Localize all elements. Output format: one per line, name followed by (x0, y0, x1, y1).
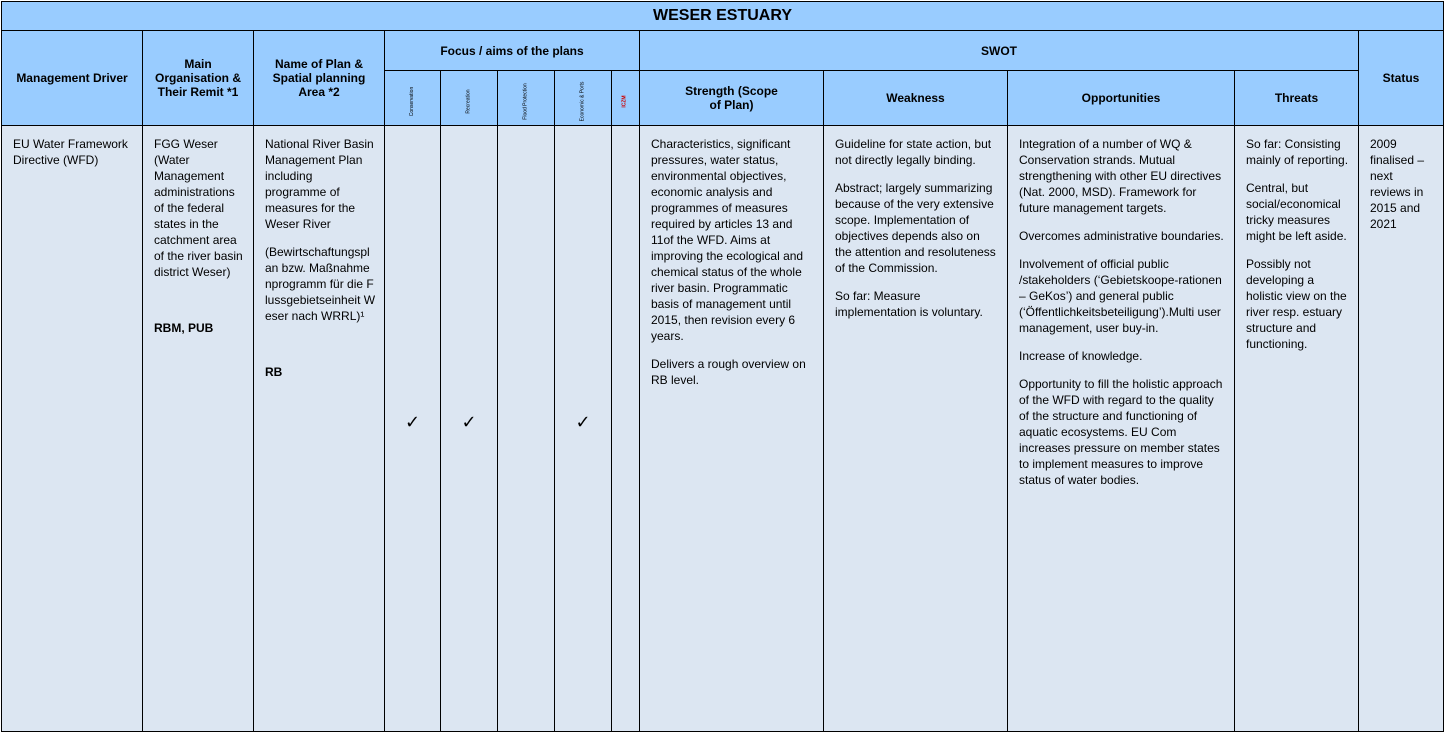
cell-strength (640, 126, 824, 732)
check-economic-ports: ✓ (555, 126, 612, 732)
opportunity-item: Integration of a number of WQ & Conservation strands. Mutual strengthening with other EU directives (Nat. 2000, MSD). Framework for future management targets. (1019, 137, 1222, 215)
weakness-item: Guideline for state action, but not directly legally binding. (835, 137, 992, 167)
opportunity-item: Overcomes administrative boundaries. (1019, 229, 1224, 243)
header-name-of-plan: Name of Plan & Spatial planning Area *2 (254, 31, 385, 126)
table-title: WESER ESTUARY (2, 2, 1444, 31)
plan-text: National River Basin Management Plan including programme of measures for the Weser River (265, 137, 374, 231)
header-focus-flood-protection: Flood Protection (498, 71, 555, 126)
threat-item: Possibly not developing a holistic view on the river resp. estuary structure and functioning. (1246, 257, 1347, 351)
header-status: Status (1359, 31, 1444, 126)
header-weakness: Weakness (824, 71, 1008, 126)
threat-item: Central, but social/economical tricky measures might be left aside. (1246, 181, 1347, 243)
check-flood-protection (498, 126, 555, 732)
weakness-item: So far: Measure implementation is voluntary. (835, 289, 983, 319)
header-strength: Strength (Scope of Plan) (640, 71, 824, 126)
strength-item: Characteristics, significant pressures, water status, environmental objectives, economic analysis and programmes of measures required by articles 13 and 11of the WFD. Aims at improving the ecological and chemical status of the whole river basin. Programmatic basis of management until 2015, then revision every 6 years. (651, 137, 804, 343)
header-opportunities: Opportunities (1008, 71, 1235, 126)
header-focus-conservation: Conservation (385, 71, 441, 126)
plan-tag: RB (265, 365, 283, 379)
header-focus-iczm: ICZM (612, 71, 640, 126)
header-main-organisation: Main Organisation & Their Remit *1 (143, 31, 254, 126)
driver-text: EU Water Framework Directive (WFD) (13, 137, 128, 167)
header-focus: Focus / aims of the plans (385, 31, 640, 71)
cell-driver (2, 126, 143, 732)
header-swot: SWOT (640, 31, 1359, 71)
check-conservation: ✓ (385, 126, 441, 732)
header-focus-economic-ports: Economic & Ports (555, 71, 612, 126)
cell-plan (254, 126, 385, 732)
opportunity-item: Opportunity to fill the holistic approach of the WFD with regard to the quality of the structure and functioning of aquatic ecosystems. EU Com increases pressure on member states to implement measures to improve status of water bodies. (1019, 377, 1223, 487)
header-focus-recreation: Recreation (441, 71, 498, 126)
threat-item: So far: Consisting mainly of reporting. (1246, 137, 1349, 167)
cell-threats (1235, 126, 1359, 732)
check-recreation: ✓ (441, 126, 498, 732)
status-text: 2009 finalised – next reviews in 2015 and 2021 (1370, 137, 1425, 231)
header-threats: Threats (1235, 71, 1359, 126)
cell-weakness (824, 126, 1008, 732)
organisation-tag: RBM, PUB (154, 321, 214, 335)
cell-status (1359, 126, 1444, 732)
plan-german: (Bewirtschaftungsplan bzw. Maßnahmenprogramm für die Flussgebietseinheit Weser nach WRRL)¹ (265, 245, 376, 323)
organisation-text: FGG Weser (Water Management administrations of the federal states in the catchment area of the river basin district Weser) (154, 137, 243, 279)
weakness-item: Abstract; largely summarizing because of the very extensive scope. Implementation of objectives depends also on the attention and resoluteness of the Commission. (835, 181, 996, 275)
weser-swot-table (1, 1, 1444, 732)
strength-item: Delivers a rough overview on RB level. (651, 357, 806, 387)
cell-opportunities (1008, 126, 1235, 732)
header-management-driver: Management Driver (2, 31, 143, 126)
cell-organisation (143, 126, 254, 732)
opportunity-item: Involvement of official public /stakeholders (‘Gebietskoope-rationen – GeKos’) and general public (‘Öffentlichkeitsbeteiligung’).Multi user management, user buy-in. (1019, 257, 1222, 335)
check-iczm (612, 126, 640, 732)
opportunity-item: Increase of knowledge. (1019, 349, 1143, 363)
